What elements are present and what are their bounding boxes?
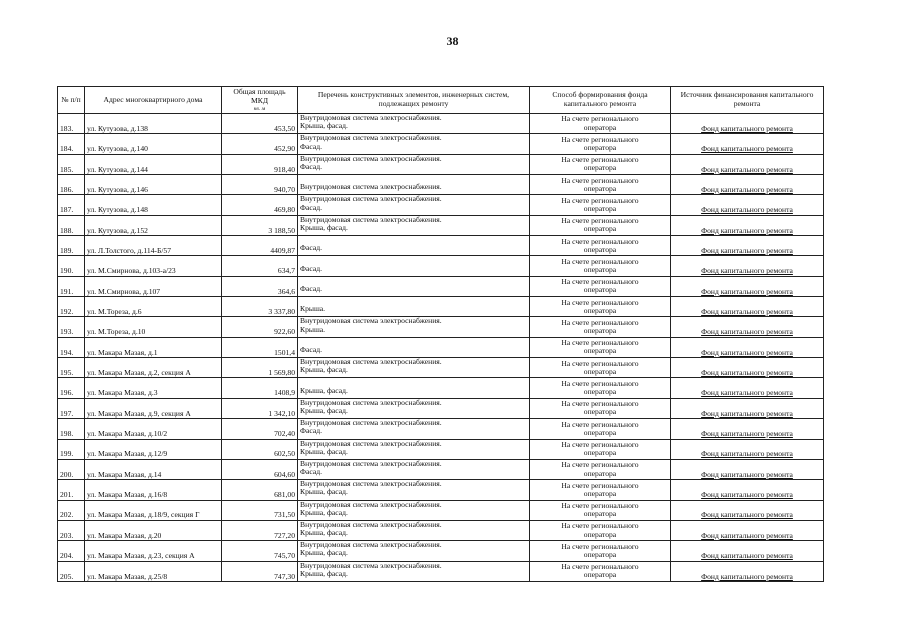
row-works [298,439,530,459]
row-area: 702,40 [222,419,298,439]
row-works-line-2: Фасад. [300,344,322,354]
row-works-line-2: Фасад. [300,243,322,253]
table-row [58,541,824,561]
row-number: 196. [58,378,85,398]
row-number: 201. [58,480,85,500]
row-method [530,236,671,256]
row-works [298,317,530,337]
row-method [530,439,671,459]
row-area: 1 569,80 [222,358,298,378]
row-works-line-2: Фасад. [300,467,322,477]
row-address: ул. Макара Мазая, д.2, секция А [85,358,222,378]
table-row [58,520,824,540]
row-works-line-1: Внутридомовая система электроснабжения. [300,398,442,407]
row-works-line-2: Крыша, фасад. [300,548,348,558]
row-works [298,154,530,174]
row-number: 199. [58,439,85,459]
row-area: 681,00 [222,480,298,500]
row-address: ул. Макара Мазая, д.14 [85,459,222,479]
row-works-line-1: Внутридомовая система электроснабжения. [300,133,442,143]
row-method-line-1: На счете регионального [561,501,639,510]
row-works [298,541,530,561]
row-number: 185. [58,154,85,174]
row-source: Фонд капитального ремонта [671,358,824,378]
row-method-line-2: оператора [583,326,617,336]
row-number: 189. [58,236,85,256]
table-row [58,195,824,215]
row-area: 1 342,10 [222,398,298,418]
row-address: ул. Макара Мазая, д.18/9, секция Г [85,500,222,520]
row-number: 204. [58,541,85,561]
row-number: 188. [58,215,85,235]
row-area: 1408,9 [222,378,298,398]
row-number: 194. [58,337,85,357]
row-area: 604,60 [222,459,298,479]
row-area: 364,6 [222,276,298,296]
row-method [530,215,671,235]
row-address: ул. Кутузова, д.144 [85,154,222,174]
row-area: 918,40 [222,154,298,174]
row-method [530,256,671,276]
row-works [298,276,530,296]
row-method-line-1: На счете регионального [561,195,639,205]
row-area: 452,90 [222,134,298,154]
row-works-line-1: Внутридомовая система электроснабжения. [300,561,442,570]
row-area: 3 188,50 [222,215,298,235]
row-works-line-2: Крыша. [300,324,326,334]
row-source: Фонд капитального ремонта [671,134,824,154]
row-number: 197. [58,398,85,418]
row-works-line-2: Крыша, фасад. [300,507,348,517]
row-method [530,561,671,581]
row-works [298,378,530,398]
table-row [58,378,824,398]
row-address: ул. Макара Мазая, д.3 [85,378,222,398]
table-row [58,459,824,479]
row-works [298,398,530,418]
row-method [530,195,671,215]
row-works-line-2: Крыша. [300,304,326,314]
row-method-line-2: оператора [583,265,617,275]
row-works [298,175,530,195]
row-works-line-1 [300,297,527,305]
row-area: 940,70 [222,175,298,195]
row-method-line-2: оператора [583,204,617,214]
row-method [530,398,671,418]
row-area: 922,60 [222,317,298,337]
table-row [58,561,824,581]
row-works-line-2: Крыша, фасад. [300,406,348,416]
row-works-line-2: Фасад. [300,161,322,171]
row-source: Фонд капитального ремонта [671,256,824,276]
row-number: 186. [58,175,85,195]
row-method-line-1: На счете регионального [561,134,639,144]
row-works-line-2: Крыша, фасад. [300,121,348,131]
row-address: ул. Макара Мазая, д.9, секция А [85,398,222,418]
row-works-line-1: Внутридомовая система электроснабжения. [300,113,442,122]
row-method-line-2: оператора [583,244,617,254]
row-works [298,419,530,439]
row-address: ул. Макара Мазая, д.10/2 [85,419,222,439]
row-address: ул. Макара Мазая, д.23, секция А [85,541,222,561]
row-source: Фонд капитального ремонта [671,337,824,357]
row-number: 191. [58,276,85,296]
row-method-line-2: оператора [583,224,617,234]
row-method-line-1: На счете регионального [561,317,639,327]
row-area: 747,30 [222,561,298,581]
row-source: Фонд капитального ремонта [671,520,824,540]
row-source: Фонд капитального ремонта [671,480,824,500]
header-row [58,87,824,114]
row-address: ул. М.Смирнова, д.107 [85,276,222,296]
row-method-line-1: На счете регионального [561,216,639,226]
table-row [58,358,824,378]
row-address: ул. Макара Мазая, д.1 [85,337,222,357]
row-address: ул. Кутузова, д.148 [85,195,222,215]
row-area: 602,50 [222,439,298,459]
row-works-line-2: Фасад. [300,283,322,293]
row-area: 469,80 [222,195,298,215]
table-row [58,500,824,520]
row-works-line-2: Фасад. [300,263,322,273]
row-method-line-2: оператора [583,448,617,458]
header-area-label: Общая площадь МКД [233,87,286,105]
table-row [58,154,824,174]
row-works-line-1 [300,256,527,264]
row-works-line-2: Крыша, фасад. [300,365,348,375]
row-works [298,195,530,215]
row-address: ул. М.Тореза, д.10 [85,317,222,337]
row-method-line-1: На счете регионального [561,399,639,409]
table-row [58,419,824,439]
row-method-line-2: оператора [583,488,617,498]
row-address: ул. М.Смирнова, д.103-а/23 [85,256,222,276]
row-source: Фонд капитального ремонта [671,398,824,418]
row-works [298,459,530,479]
row-method [530,297,671,317]
row-source: Фонд капитального ремонта [671,459,824,479]
row-source: Фонд капитального ремонта [671,195,824,215]
row-source: Фонд капитального ремонта [671,439,824,459]
row-works-line-1 [300,277,527,285]
row-address: ул. Макара Мазая, д.20 [85,520,222,540]
row-method-line-2: оператора [583,285,617,295]
row-method-line-2: оператора [583,570,617,580]
row-address: ул. Кутузова, д.152 [85,215,222,235]
header-method: Способ формирования фонда капитального ремонта [530,87,671,114]
row-method [530,541,671,561]
row-source: Фонд капитального ремонта [671,215,824,235]
row-works-line-1 [300,236,527,244]
row-method-line-2: оператора [583,143,617,153]
row-works-line-1: Внутридомовая система электроснабжения. [300,500,442,509]
row-method-line-2: оператора [583,387,617,397]
row-method [530,480,671,500]
row-method [530,134,671,154]
row-area: 3 337,80 [222,297,298,317]
row-method [530,520,671,540]
row-source: Фонд капитального ремонта [671,378,824,398]
row-method [530,419,671,439]
row-works-line-2: Фасад. [300,202,322,212]
row-number: 183. [58,114,85,134]
row-works-line-1: Внутридомовая система электроснабжения. [300,194,442,204]
row-method-line-1: На счете регионального [561,378,639,388]
table-header [58,87,824,114]
row-works [298,114,530,134]
row-method [530,500,671,520]
row-number: 195. [58,358,85,378]
table-body [58,114,824,582]
row-area: 634,7 [222,256,298,276]
row-source: Фонд капитального ремонта [671,114,824,134]
row-address: ул. Кутузова, д.140 [85,134,222,154]
table-row [58,215,824,235]
row-address: ул. Макара Мазая, д.12/9 [85,439,222,459]
row-works [298,561,530,581]
row-address: ул. Макара Мазая, д.25/8 [85,561,222,581]
row-method [530,114,671,134]
row-method-line-1: На счете регионального [561,277,639,287]
row-method-line-1: На счете регионального [561,358,639,368]
header-area-unit: кв. м [253,105,266,112]
row-source: Фонд капитального ремонта [671,541,824,561]
row-works [298,337,530,357]
row-method [530,337,671,357]
row-area: 731,50 [222,500,298,520]
row-works-line-2: Крыша, фасад. [300,446,348,456]
row-works [298,500,530,520]
row-method-line-1: На счете регионального [561,155,639,165]
row-works-line-2: Крыша, фасад. [300,222,348,232]
row-method-line-1: На счете регионального [561,338,639,348]
row-method [530,276,671,296]
row-method-line-2: оператора [583,468,617,478]
row-area: 727,20 [222,520,298,540]
row-works-line-1: Внутридомовая система электроснабжения. [300,154,442,163]
row-works-line-1: Внутридомовая система электроснабжения. [300,215,442,224]
header-num: № п/п [58,87,85,114]
row-method [530,378,671,398]
row-works-line-2: Внутридомовая система электроснабжения. [300,182,442,192]
row-method-line-1: На счете регионального [561,114,639,124]
row-works-line-1: Внутридомовая система электроснабжения. [300,418,442,428]
row-method-line-1: На счете регионального [561,562,639,572]
row-source: Фонд капитального ремонта [671,317,824,337]
table-row [58,236,824,256]
row-works-line-2: Фасад. [300,426,322,436]
row-works-line-2: Фасад. [300,141,322,151]
row-method [530,459,671,479]
row-method-line-1: На счете регионального [561,460,639,470]
table-row [58,317,824,337]
table-row [58,114,824,134]
row-number: 187. [58,195,85,215]
header-works: Перечень конструктивных элементов, инженерных систем, подлежащих ремонту [298,87,530,114]
row-method-line-1: На счете регионального [561,236,639,246]
row-works-line-1: Внутридомовая система электроснабжения. [300,459,442,468]
row-method-line-1: На счете регионального [561,297,639,307]
table-row [58,256,824,276]
row-method-line-2: оператора [583,183,617,193]
row-method-line-2: оператора [583,163,617,173]
row-number: 192. [58,297,85,317]
row-number: 200. [58,459,85,479]
row-source: Фонд капитального ремонта [671,236,824,256]
row-method-line-1: На счете регионального [561,256,639,266]
row-works-line-1: Внутридомовая система электроснабжения. [300,520,442,529]
row-works [298,134,530,154]
row-method-line-2: оператора [583,305,617,315]
row-area: 4409,87 [222,236,298,256]
row-method-line-1: На счете регионального [561,480,639,490]
row-method-line-2: оператора [583,529,617,539]
row-number: 205. [58,561,85,581]
row-works [298,480,530,500]
row-method-line-2: оператора [583,122,617,132]
row-method-line-2: оператора [583,509,617,519]
row-source: Фонд капитального ремонта [671,500,824,520]
row-works-line-1: Внутридомовая система электроснабжения. [300,357,442,367]
table-row [58,276,824,296]
row-source: Фонд капитального ремонта [671,419,824,439]
row-works [298,236,530,256]
row-works-line-2: Крыша, фасад. [300,385,348,395]
row-method [530,154,671,174]
row-number: 198. [58,419,85,439]
row-method-line-1: На счете регионального [561,521,639,531]
header-address: Адрес многоквартирного дома [85,87,222,114]
row-method [530,317,671,337]
header-area [222,87,298,114]
row-works [298,520,530,540]
row-method-line-1: На счете регионального [561,175,639,185]
row-method-line-2: оператора [583,427,617,437]
row-works-line-2: Крыша, фасад. [300,528,348,538]
row-address: ул. Кутузова, д.146 [85,175,222,195]
row-source: Фонд капитального ремонта [671,276,824,296]
row-method-line-1: На счете регионального [561,439,639,449]
table-row [58,439,824,459]
row-area: 1501,4 [222,337,298,357]
row-area: 745,70 [222,541,298,561]
table-row [58,337,824,357]
row-address: ул. Л.Толстого, д.114-Б/57 [85,236,222,256]
table-row [58,175,824,195]
row-works-line-2: Крыша, фасад. [300,568,348,578]
header-source: Источник финансирования капитального ремонта [671,87,824,114]
row-works [298,215,530,235]
row-source: Фонд капитального ремонта [671,297,824,317]
row-area: 453,50 [222,114,298,134]
row-method-line-1: На счете регионального [561,541,639,551]
row-number: 190. [58,256,85,276]
row-works-line-1 [300,338,527,346]
row-works-line-1: Внутридомовая система электроснабжения. [300,439,442,448]
row-number: 203. [58,520,85,540]
row-method [530,358,671,378]
row-number: 184. [58,134,85,154]
row-works-line-1: Внутридомовая система электроснабжения. [300,479,442,489]
row-source: Фонд капитального ремонта [671,175,824,195]
row-works-line-1: Внутридомовая система электроснабжения. [300,540,442,550]
table-row [58,297,824,317]
row-address: ул. Кутузова, д.138 [85,114,222,134]
row-method [530,175,671,195]
row-number: 202. [58,500,85,520]
row-source: Фонд капитального ремонта [671,561,824,581]
row-method-line-2: оператора [583,549,617,559]
row-works-line-1: Внутридомовая система электроснабжения. [300,316,442,326]
table-row [58,134,824,154]
row-works [298,358,530,378]
repair-register-table [57,86,824,582]
table-row [58,398,824,418]
row-address: ул. М.Тореза, д.6 [85,297,222,317]
row-method-line-2: оператора [583,407,617,417]
row-address: ул. Макара Мазая, д.16/8 [85,480,222,500]
row-works [298,256,530,276]
row-method-line-2: оператора [583,346,617,356]
page-number: 38 [446,34,459,48]
row-works [298,297,530,317]
row-method-line-1: На счете регионального [561,419,639,429]
row-method-line-2: оператора [583,366,617,376]
row-source: Фонд капитального ремонта [671,154,824,174]
row-number: 193. [58,317,85,337]
table-row [58,480,824,500]
row-works-line-2: Крыша, фасад. [300,487,348,497]
